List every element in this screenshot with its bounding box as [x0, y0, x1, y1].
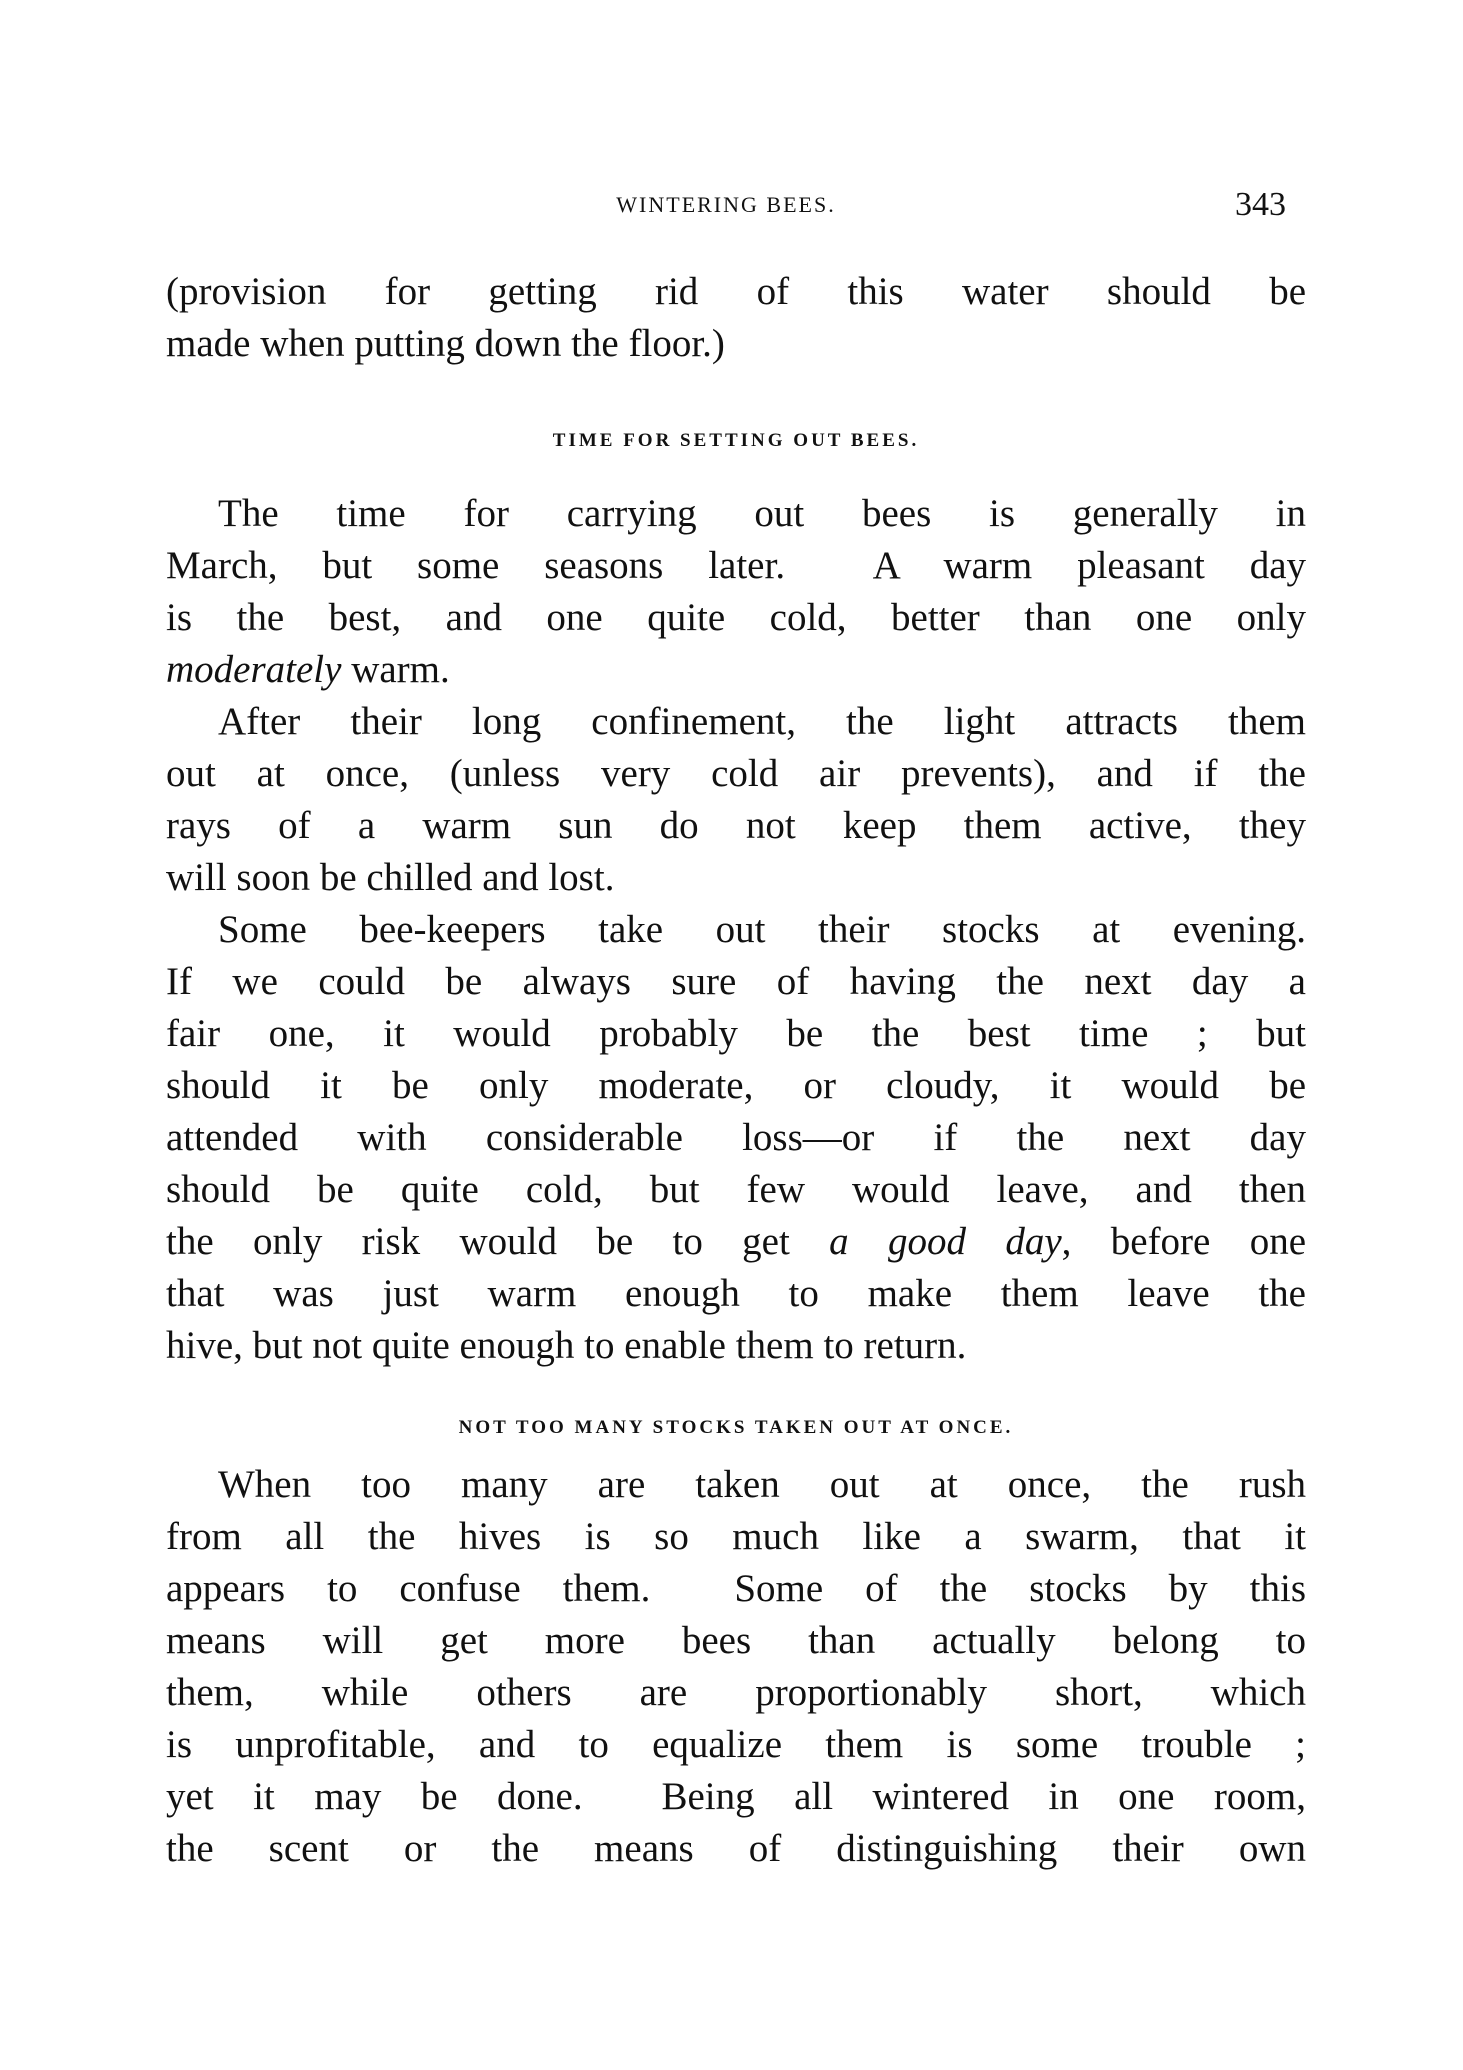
text-segment: hive, but not quite enough to enable them to return.: [166, 1324, 967, 1367]
text-segment: (provision for getting rid of this water should be: [166, 270, 1306, 313]
text-segment: out at once, (unless very cold air prevents), and if the: [166, 752, 1306, 795]
section-heading: NOT TOO MANY STOCKS TAKEN OUT AT ONCE.: [458, 1417, 1014, 1438]
text-line: [166, 1563, 1306, 1615]
text-line: [166, 1459, 1306, 1511]
paragraph: [166, 904, 1306, 1372]
text-segment: The time for carrying out bees is generally in: [218, 492, 1306, 535]
text-segment: yet it may be done. Being all wintered in one room,: [166, 1775, 1306, 1818]
text-segment: rays of a warm sun do not keep them active, they: [166, 804, 1306, 847]
text-line: [166, 1511, 1306, 1563]
text-segment: March, but some seasons later. A warm pleasant day: [166, 544, 1306, 587]
text-line: [166, 318, 1306, 370]
text-line: [166, 1112, 1306, 1164]
text-line: [166, 1320, 1306, 1372]
text-segment: If we could be always sure of having the next day a: [166, 960, 1306, 1003]
text-segment: should it be only moderate, or cloudy, it would be: [166, 1064, 1306, 1107]
text-segment: is unprofitable, and to equalize them is some trouble ;: [166, 1723, 1306, 1766]
text-segment: warm.: [341, 648, 450, 691]
text-line: [166, 540, 1306, 592]
text-segment: After their long confinement, the light attracts them: [218, 700, 1306, 743]
text-line: [166, 1216, 1306, 1268]
text-segment: from all the hives is so much like a swarm, that it: [166, 1515, 1306, 1558]
text-segment: Some bee-keepers take out their stocks at evening.: [218, 908, 1306, 951]
text-segment: the scent or the means of distinguishing their own: [166, 1827, 1306, 1870]
italic-text: moderately: [166, 648, 342, 691]
text-line: [166, 696, 1306, 748]
text-segment: should be quite cold, but few would leave, and then: [166, 1168, 1306, 1211]
text-segment: , before one: [1061, 1220, 1307, 1263]
paragraph: [166, 1459, 1306, 1875]
text-segment: will soon be chilled and lost.: [166, 856, 615, 899]
text-line: [166, 266, 1306, 318]
text-segment: is the best, and one quite cold, better than one only: [166, 596, 1306, 639]
text-segment: attended with considerable loss—or if the next day: [166, 1116, 1306, 1159]
text-segment: made when putting down the floor.): [166, 322, 725, 365]
running-head: [166, 186, 1306, 226]
text-segment: that was just warm enough to make them leave the: [166, 1272, 1306, 1315]
text-line: [166, 1823, 1306, 1875]
paragraph: [166, 266, 1306, 370]
text-segment: fair one, it would probably be the best time ; but: [166, 1012, 1306, 1055]
text-line: [166, 904, 1306, 956]
text-segment: them, while others are proportionably short, which: [166, 1671, 1306, 1714]
text-line: [166, 488, 1306, 540]
text-line: [166, 748, 1306, 800]
page-number: 343: [1235, 186, 1286, 223]
text-line: [166, 1268, 1306, 1320]
text-segment: appears to confuse them. Some of the stocks by this: [166, 1567, 1306, 1610]
running-title: WINTERING BEES.: [616, 192, 836, 217]
text-line: [166, 1060, 1306, 1112]
text-segment: the only risk would be to get: [166, 1220, 830, 1263]
text-line: [166, 956, 1306, 1008]
text-line: [166, 1615, 1306, 1667]
text-segment: When too many are taken out at once, the rush: [218, 1463, 1306, 1506]
text-line: [166, 1771, 1306, 1823]
section-heading: TIME FOR SETTING OUT BEES.: [552, 430, 920, 451]
text-line: [166, 1008, 1306, 1060]
italic-text: a good day: [829, 1220, 1062, 1263]
text-line: [166, 644, 1306, 696]
text-line: [166, 592, 1306, 644]
text-line: [166, 1719, 1306, 1771]
text-line: [166, 800, 1306, 852]
text-line: [166, 1164, 1306, 1216]
paragraph: [166, 488, 1306, 696]
paragraph: [166, 696, 1306, 904]
text-line: [166, 852, 1306, 904]
text-line: [166, 1667, 1306, 1719]
text-segment: means will get more bees than actually belong to: [166, 1619, 1306, 1662]
